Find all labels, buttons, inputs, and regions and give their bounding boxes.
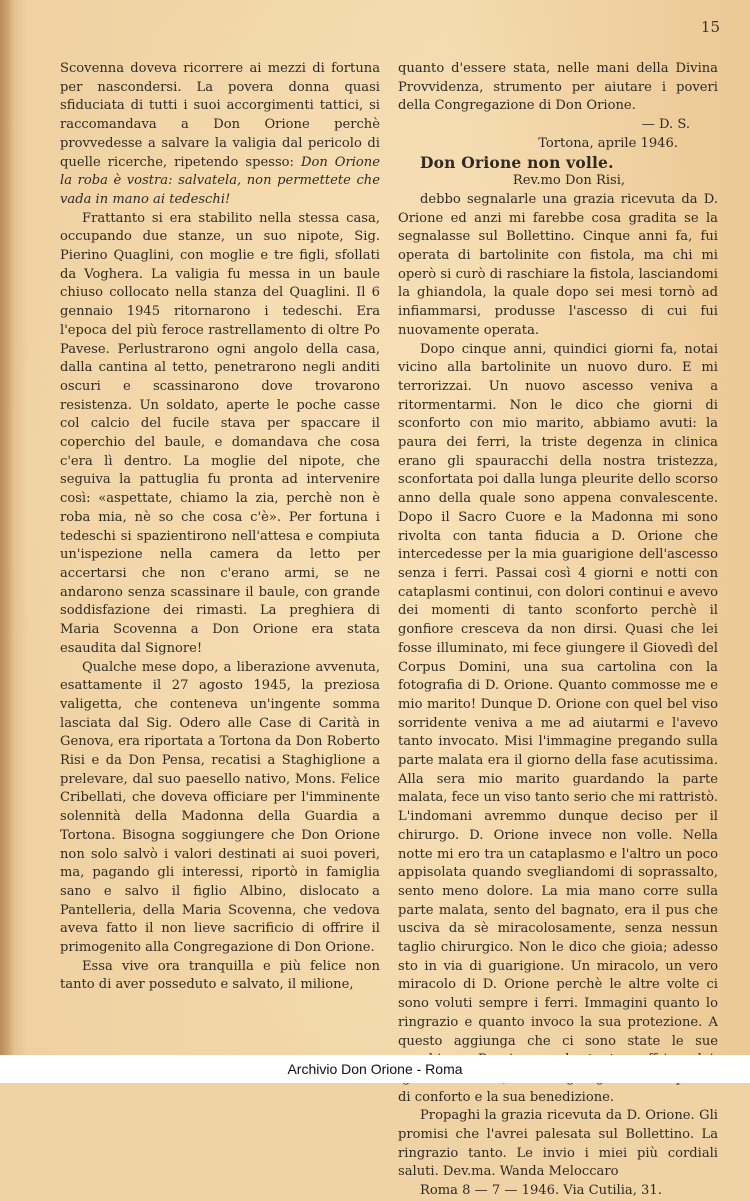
right-column [398,60,718,1201]
page-edge-shadow [0,0,14,1083]
letter-signoff: Roma 8 — 7 — 1946. Via Cutilia, 31. [420,1183,662,1199]
article-place-date: Tortona, aprile 1946. [538,135,678,151]
page-number: 15 [700,18,720,36]
right-paragraph-3: Dopo cinque anni, quindici giorni fa, notai vicino alla bartolinite un nuovo duro. E mi terrorizzai. Un nuovo ascesso veniva a ritormentarmi. Non le dico che giorni di sconforto con mio marito, abbiamo avuti: la paura dei ferri, la triste degenza in clinica erano gli spauracchi della nostra tristezza, sconfortata poi dalla lunga pleurite dello scorso anno della quale sono appena convalescente. Dopo il Sacro Cuore e la Madonna mi sono rivolta con tanta fiducia a D. Orione che intercedesse per la mia guarigione dell'ascesso senza i ferri. Passai così 4 giorni e notti con cataplasmi continui, con dolori continui e avevo dei momenti di tanto sconforto perchè il gonfiore cresceva da non dirsi. Quasi che lei fosse illuminato, mi fece giungere il Giovedì del Corpus Domini, una sua cartolina con la fotografia di D. Orione. Quanto commosse me e mio marito! Dunque D. Orione con quel bel viso sorridente veniva a me ad aiutarmi e l'avevo tanto invocato. Misi l'immagine pregando sulla parte malata era il giorno della fase acutissima. Alla sera mio marito guardando la parte malata, fece un viso tanto serio che mi rattristò. L'indomani avremmo dunque deciso per il chirurgo. D. Orione invece non volle. Nella notte mi ero tra un cataplasmo e l'altro un poco appisolata quando svegliandomi di soprassalto, sento meno dolore. La mia mano corre sulla parte malata, sento del bagnato, era il pus che usciva da sè miracolosamente, senza nessun taglio chirurgico. Non le dico che gioia; adesso sto in via di guarigione. Un miracolo, un vero miracolo di D. Orione perchè le altre volte ci sono voluti sempre i ferri. Immagini quanto lo ringrazio e quanto invoco la sua protezione. A questo aggiunga che ci sono state le sue di conforto e la sua benedizione. [398,341,718,1105]
left-paragraph-2: Frattanto si era stabilito nella stessa casa, occupando due stanze, un suo nipote, Sig. Pierino Quaglini, con moglie e tre figli, sfollati da Voghera. La valigia fu messa in un baule chiuso collocato nella stanza del Quaglini. Il 6 gennaio 1945 ritornarono i tedeschi. Era l'epoca del più feroce rastrellamento di oltre Po Pavese. Perlustrarono ogni angolo della casa, dalla cantina al tetto, penetrarono negli anditi oscuri e scassinarono dove trovarono resistenza. Un soldato, aperte le poche casse col calcio del fucile stava per spaccare il coperchio del baule, e domandava che cosa c'era lì dentro. La moglie del nipote, che seguiva la pattuglia fu pronta ad intervenire così: «aspettate, chiamo la zia, perchè non è roba mia, nè so che cosa c'è». Per fortuna i tedeschi si spazientirono nell'attesa e compiuta un'ispezione nella camera da letto per accertarsi che non c'erano armi, se ne andarono senza scassinare il baule, con grande soddisfazione dei rimasti. La preghiera di Maria Scovenna a Don Orione era stata esaudita dal Signore! [60,210,380,656]
article-signature: — D. S. [641,117,690,133]
article-title: Don Orione non volle. [420,152,614,172]
right-paragraph-2: debbo segnalarle una grazia ricevuta da D. Orione ed anzi mi farebbe cosa gradita se la segnalasse sul Bollettino. Cinque anni fa, fui operata di bartolinite con fistola, ma chi mi operò si curò di raschiare la fistola, lasciandomi la ghiandola, la quale dopo sei mesi tornò ad infiammarsi, produsse l'ascesso di cui fui nuovamente operata. [398,191,718,338]
right-paragraph-4: Propaghi la grazia ricevuta da D. Orione. Gli promisi che l'avrei palesata sul Bollettino. La ringrazio tanto. Le invio i miei più cordiali saluti. Dev.ma. Wanda Meloccaro [398,1108,718,1180]
left-column [60,60,380,995]
left-paragraph-1-text: Scovenna doveva ricorrere ai mezzi di fortuna per nascondersi. La povera donna quasi sfiduciata di tutti i suoi accorgimenti tattici, si raccomandava a Don Orione perchè provvedesse a salvare la valigia dal pericolo di quelle ricerche, ripetendo spesso: [60,61,380,170]
left-paragraph-1-quote: Don Orione la roba è vostra: salvatela, non permettete che vada in mano ai tedeschi! [60,154,380,207]
right-paragraph-1: quanto d'essere stata, nelle mani della Divina Provvidenza, strumento per aiutare i poveri della Congregazione di Don Orione. [398,61,718,114]
left-paragraph-1 [60,60,380,210]
letter-salutation: Rev.mo Don Risi, [512,173,626,189]
archive-footer: Archivio Don Orione - Roma [0,1055,750,1083]
left-paragraph-4: Essa vive ora tranquilla e più felice non tanto di aver posseduto e salvato, il milione, [60,958,380,993]
left-paragraph-3: Qualche mese dopo, a liberazione avvenuta, esattamente il 27 agosto 1945, la preziosa valigetta, che conteneva un'ingente somma lasciata dal Sig. Odero alle Case di Carità in Genova, era riportata a Tortona da Don Roberto Risi e da Don Pensa, recatisi a Staghiglione a prelevare, dal suo paesello nativo, Mons. Felice Cribellati, che doveva officiare per l'imminente solennità della Madonna della Guardia a Tortona. Bisogna soggiungere che Don Orione non solo salvò i valori destinati ai suoi poveri, ma, pagando gli interessi, riportò in famiglia sano e salvo il figlio Albino, dislocato a Pantelleria, della Maria Scovenna, che vedova aveva fatto il non lieve sacrificio di offrire il primogenito alla Congregazione di Don Orione. [60,659,380,956]
